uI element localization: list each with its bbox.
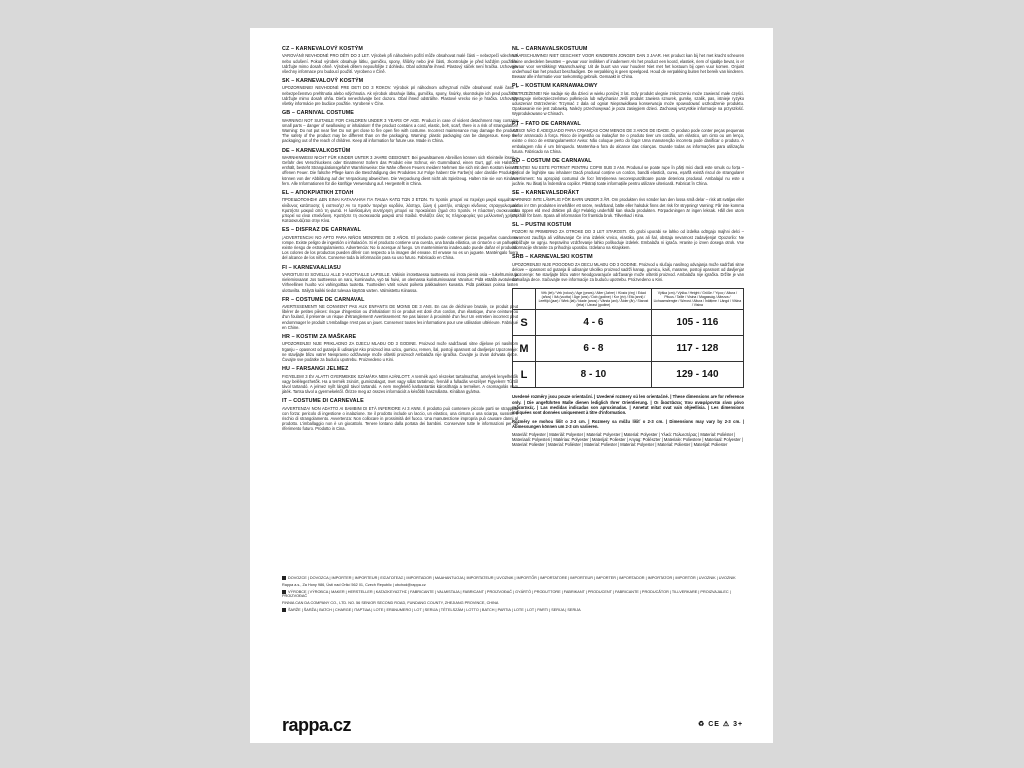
section-title: GB – CARNIVAL COSTUME bbox=[282, 110, 354, 117]
section-title: HU – FARSANGI JELMEZ bbox=[282, 366, 349, 373]
section-title: FR – COSTUME DE CARNAVAL bbox=[282, 296, 365, 303]
factory-icon bbox=[282, 590, 286, 594]
size-label: M bbox=[513, 336, 536, 362]
section-body: UPOZORENJE! NIJE POGODNO ZA DECU MLAĐU OD 3 GODINE. Proizvod u slučaju nasilnog odvajanja može sadržati sitne delove – opasnost od gutanja ili udisanja! Ukoliko proizvod sadrži kanap, gumicu, kaiš, marame, postoji opasnost od davljenja! Upozorenje: Ne stavljajte blizu vatre! Neodgovarajuće održavanje može oštetiti proizvod. Ambalaža nije igračka. Držite je van domašaja dece. Sačuvajte sve informacije za buduću upotrebu. Proizvedeno u Kini. bbox=[512, 261, 744, 283]
section-body: UPOZORENJE! NIJE PRIKLADNO ZA DJECU MLAĐU OD 3 GODINE. Proizvod može sadržavati sitne dijelove pri nasilnom trganju – opasnost od gutanja ili udisanja! Ako proizvod ima uzicu, gumicu, remen, šal, postoji opasnost od davljenja! Upozorenje: ne stavljajte blizu vatre! Neispravno održavanje može oštetiti proizvod! Ambalaža nije igračka. Čuvajte ju izvan dohvata djece. Čuvajte sve podatke za buduću upotrebu. Proizvedeno u Kini. bbox=[282, 341, 518, 362]
warning-section bbox=[512, 46, 744, 79]
table-row bbox=[513, 310, 744, 336]
section-body: AVVERTENZA! NON ADATTO AI BAMBINI DI ETÀ INFERIORE AI 3 ANNI. Il prodotto può contenere piccole parti se strappato con forza: pericolo di ingestione o inalazione. Se il prodotto include un laccio, un elastico, una cintura o una sciarpa, sussiste il rischio di strangolamento. Avvertenza: Non collocare in prossimità del fuoco. Una manutenzione impropria può causare danni al prodotto. L'imballaggio non è un giocattolo. Tenere lontano dalla portata dei bambini. Conservare tutte le informazioni per un riferimento futuro. Prodotto in Cina. bbox=[282, 405, 518, 432]
warning-section bbox=[282, 398, 518, 431]
section-title: EL – ΑΠΟΚΡΙΑΤΙΚΗ ΣΤΟΛΗ bbox=[282, 190, 354, 197]
height-range: 105 - 116 bbox=[651, 310, 743, 336]
height-col-header: Výška (cm) / Výška / Height / Größe / Ύψος / Altura / Pituus / Taille / Visina / Magasság / Altezza / Lichaamslengte / Wzrost / Altura / Înălțime / Längd / Višina / Visina bbox=[651, 289, 743, 310]
footer-info bbox=[282, 576, 742, 615]
height-range: 129 - 140 bbox=[651, 362, 743, 388]
section-title: PL – KOSTIUM KARNAWAŁOWY bbox=[512, 83, 598, 90]
section-body: VARNING! INTE LÄMPLIG FÖR BARN UNDER 3 ÅR. Om produkten rivs sönder kan den lossa små delar – risk att sväljas eller andas in! Om produkten innehåller ett snöre, resårband, bälte eller halsduk finns det risk för strypning! Varning: Får inte komma nära öppen eld med dräkten på dig! Felaktig underhåll kan skada produkten. Förpackningen är ingen leksak. Håll den utom räckhåll för barn. Spara all information för framtida bruk. Tillverkad i Kina. bbox=[512, 197, 744, 218]
warning-section bbox=[512, 158, 744, 186]
section-body: FIGYELEM! 3 ÉV ALATTI GYERMEKEK SZÁMÁRA NEM AJÁNLOTT. A termék apró részeket tartalmazhat, amelyek lenyelhetők vagy belélegezhetők. Ha a termék zsinórt, gumiszalagot, övet vagy sálat tartalmaz, fennáll a fulladás veszélye! Figyelem! Tűztől távol tartandó. A jelmez nyílt lángtól távol tartandó. A nem megfelelő karbantartás károsíthatja a terméket. A csomagolás nem játék. Tartsa távol a gyermekektől. Őrizze meg az összes információt a későbbi használatra. Kínában gyártva. bbox=[282, 373, 518, 395]
materials-text: Materiál: Polyester | Materiál: Polyester | Material: Polyester | Material: Polyester | Υλικό: Πολυεστέρας | Material: Poliéster | Materiaali: Polyesteri | Matériau: Polyester | Materijal: Poliester | Anyag: Poliészter | Materiale: Poliestere | Materiaal: Polyester | Materiał: Poliester | Material: Poliéster | Material: Poliester | Material: Polyester | Material: Poliester | Materijal: Poliester bbox=[512, 432, 743, 448]
section-title: FI – KARNEVAALIASU bbox=[282, 264, 341, 271]
section-body: AVISO! NÃO É ADEQUADO PARA CRIANÇAS COM MENOS DE 3 ANOS DE IDADE. O produto pode conter peças pequenas se for arrancado à força. Risco de ingestão ou inalação! Se o produto tiver um cordão, um elástico, um cinto ou um lenço, existe o risco de estrangulamento! Aviso: Não coloque perto do fogo! Uma manutenção incorreta pode danificar o produto. A embalagem não é um brinquedo. Mantenha-a fora do alcance das crianças. Guarde todas as informações para utilização futura. Fabricado na China. bbox=[512, 127, 744, 154]
section-body: ATENȚIE! NU ESTE POTRIVIT PENTRU COPIII SUB 3 ANI. Produsul se poate rupe în părți mici dacă este smuls cu forța – pericol de înghițire sau inhalare! Dacă produsul conține un cordon, bandă elastică, curea, eșarfă există riscul de strangulare! Avertisment: Nu apropiați costumul de foc! Întreținerea necorespunzătoare poate deteriora produsul. Ambalajul nu este o jucărie. Nu lăsați la îndemâna copiilor. Păstrați toate informațiile pentru utilizare ulterioară. Fabricat în China. bbox=[512, 165, 744, 186]
warning-section bbox=[282, 334, 518, 362]
warning-section bbox=[282, 297, 518, 330]
size-note: Rozměry se mohou lišit o 2-3 cm. | Rozmery sa môžu líšiť o 2-3 cm. | Dimensions may vary by 2-3 cm. | Abmessungen können um 2-3 cm variieren. bbox=[512, 418, 744, 429]
warning-section bbox=[282, 227, 518, 260]
maker-label: VÝROBCE | VÝROBCA | MAKER | HERSTELLER | ΚΑΤΑΣΚΕΥΑΣΤΗΣ | FABRICANTE | VALMISTAJA | FABRICANT | PROIZVOĐAČ | GYÁRTÓ | PRODUTTORE | FABRIKANT | PRODUCENT | FABRICANTE | PRODUCĂTOR | TILLVERKARE | PROIZVAJALEC | PROIZVOĐAČ bbox=[282, 589, 731, 599]
section-body: WARNING! NOT SUITABLE FOR CHILDREN UNDER 3 YEARS OF AGE. Product in case of violent detachment may contains small parts – danger of swallowing or inhalation! If the product contains a cord, elastic, belt, scarf, there is a risk of strangulation! Warning: Do not put near fire! Do not get close to fire open fire with costume. Incorrect maintenance may damage the product! The safety of the product may be different than on the packaging. Warning: plastic packaging can be dangerous. Keep the packaging out of the reach of children. Keep all information for future use. Made in China. bbox=[282, 117, 518, 144]
size-note: Uvedené rozměry jsou pouze orientační. | Uvedené rozmery sú len orientačné. | These dimensions are for reference only. | Die angeführten Maße dienen lediglich Ihrer Orientierung. | Οι διαστάσεις που αναφέρονται είναι μόνο ενδεικτικές. | Las medidas indicadas son aproximadas. | Annetut mitat ovat vain ohjeellisia. | Les dimensions indiquées sont données uniquement à titre d'information. bbox=[512, 394, 744, 416]
maker-label-line bbox=[282, 590, 742, 600]
section-body: WAARSCHUWING! NIET GESCHIKT VOOR KINDEREN JONGER DAN 3 JAAR. Het product kan bij het met kracht scheuren kleine onderdelen bevatten – gevaar voor inslikken of inademen! Als het product een koord, elastiek, riem of sjaaltje bevat, is er gevaar voor verstikking! Waarschuwing: Uit de buurt van vuur houden! Niet met het kostuum bij open vuur komen. Onjuist onderhoud kan het product beschadigen. De verpakking is geen speelgoed. Houd de verpakking buiten het bereik van kinderen. Bewaar alle informatie voor toekomstig gebruik. Gemaakt in China. bbox=[512, 53, 744, 80]
importer-label-line bbox=[282, 576, 742, 581]
table-row bbox=[513, 336, 744, 362]
section-title: SRB – KARNEVALSKI KOSTIM bbox=[512, 254, 593, 261]
section-title: DE – KARNEVALKOSTÜM bbox=[282, 147, 351, 154]
section-body: AVERTISSEMENT! NE CONVIENT PAS AUX ENFANTS DE MOINS DE 3 ANS. En cas de déchirure brutale, ce produit peut libérer de petites pièces: risque d'ingestion ou d'inhalation! Si ce produit est doté d'un cordon, d'un élastique, d'une ceinture ou d'un foulard, il présente un risque d'étranglement! Avertissement: Ne pas laisser à proximité d'un feu! Un entretien incorrect peut endommager le produit! L'emballage n'est pas un jouet. Conservez toutes les informations pour une utilisation ultérieure. Fabriqué en Chine. bbox=[282, 304, 518, 330]
right-sections bbox=[512, 46, 744, 282]
size-table-header bbox=[513, 289, 744, 310]
section-body: WARNHINWEIS! NICHT FÜR KINDER UNTER 3 JAHRE GEEIGNET. Bei gewaltsamem Abreißen können sich Kleinteile lösen – Gefahr des Verschluckens oder Einatmens! Sofern das Produkt eine Schnur, ein Gummiband, einen Gurt, ggf. ein Halstuch enthält, besteht Strangulationsgefahr! Warnhinweise: Die Nähe offenen Feuers meiden! Nehmen Sie sich mit dem Kostüm keinem offenen Feuer. Die falsche Pflege kann die Beschädigung des Produktes zur Folge haben! Die Farbe(n) oder das/die Produkt(e) können von der Abbildung auf der Verpackung abweichen. Die Verpackung dient nicht als Spielzeug. Halten Sie sie von Kindern fern. Alle Informationen für die künftige Verwendung auf. Hergestellt in China. bbox=[282, 154, 518, 186]
section-title: HR – KOSTIM ZA MAŠKARE bbox=[282, 334, 357, 341]
left-column bbox=[282, 46, 518, 436]
size-label: L bbox=[513, 362, 536, 388]
section-body: ΠΡΟΕΙΔΟΠΟΙΗΣΗ! ΔΕΝ ΕΙΝΑΙ ΚΑΤΑΛΛΗΛΗ ΓΙΑ ΠΑΙΔΙΑ ΚΑΤΩ ΤΩΝ 3 ΕΤΩΝ. Το προϊόν μπορεί να περιέχει μικρά κομμάτια – κίνδυνος κατάποσης ή εισπνοής! Αν το προϊόν περιέχει κορδόνι, λάστιχο, ζώνη ή μαντήλι, υπάρχει κίνδυνος στραγγαλισμού! Κρατήστε μακριά από τη φωτιά. Η λανθασμένη συντήρηση μπορεί να προκαλέσει ζημιά στο προϊόν. Η πλαστική συσκευασία μπορεί να είναι επικίνδυνη. Κρατήστε τη συσκευασία μακριά από παιδιά. Φυλάξτε όλες τις πληροφορίες για μελλοντική χρήση. Κατασκευάζεται στην Κίνα. bbox=[282, 197, 518, 224]
section-title: SL – PUSTNI KOSTUM bbox=[512, 222, 572, 229]
section-body: VAROVÁNÍ! NEVHODNÉ PRO DĚTI DO 3 LET. Výrobek při náhodném požití může obsahovat malé části – nebezpečí vdechnutí nebo udušení. Pokud výrobek obsahuje látku, gumičku, spony, šňůrky nebo jiné části, zkontrolujte je před každým použitím. Udržujte mimo dosah ohně. Výrobek dětem nepouštějte z dohledu. Obal odstraňte ihned. Plastový sáček není hračka. Uchovejte všechny informace pro budoucí použití. Vyrobeno v Číně. bbox=[282, 53, 518, 74]
batch-label: ŠARŽE | ŠARŽA | BATCH | CHARGE | ΠΑΡΤΙΔΑ | LOTE | ERÄNUMERO | LOT | SERIJA | TÉTELSZÁM | LOTTO | BATCH | PARTIA | LOTE | LOT | PARTI | SERIJA | SERIJA bbox=[288, 607, 581, 612]
section-body: OSTRZEŻENIE! Nie nadaje się dla dzieci w wieku poniżej 3 lat. Gdy produkt ulegnie zniszczeniu może zawierać małe części. Wystąpuje niebezpieczeństwo połknięcia lub wdychania! Jeśli produkt zawiera sznurek, gumkę, szalik, pas, istnieje ryzyko uduszenia! Ostrzeżenie: Trzymać z dala od ognia! Nieprawidłowa konserwacja może spowodować uszkodzenie produktu. Opakowanie nie jest zabawką. Należy przechowywać je poza zasięgiem dzieci. Zachowaj wszystkie informacje na przyszłość. Wyprodukowano w Chinach. bbox=[512, 90, 744, 117]
warning-section bbox=[282, 78, 518, 106]
warning-section bbox=[512, 222, 744, 250]
age-range: 8 - 10 bbox=[536, 362, 652, 388]
importer-address: Rappa a.s., Za Hony 986, Ústí nad Orlicí 562 01, Czech Republic | obchod@rappa.cz bbox=[282, 582, 426, 587]
size-table bbox=[512, 288, 744, 388]
warning-section bbox=[282, 265, 518, 293]
certification-badges: ♻ CE ⚠ 3+ bbox=[698, 721, 744, 728]
section-title: ES – DISFRAZ DE CARNAVAL bbox=[282, 227, 361, 234]
size-notes bbox=[512, 394, 744, 429]
right-column bbox=[512, 46, 744, 453]
maker-address: FINNIA CAN DA COMPANY CO., LTD. NO. 56 SENIOR SECOND ROAD, FUNDANG COUNTY, ZHEJIANG PROVINCE, CHINA bbox=[282, 601, 499, 606]
warning-section bbox=[282, 148, 518, 187]
section-title: SK – KARNEVALOVÝ KOSTÝM bbox=[282, 78, 364, 85]
section-body: ¡ADVERTENCIA! NO APTO PARA NIÑOS MENORES DE 3 AÑOS. El producto puede contener piezas pequeñas cuando se rompe. Existe peligro de ingestión o inhalación. Si el producto contiene una cuerda, una banda elástica, un cinturón o un pañuelo, existe riesgo de estrangulamiento. Advertencia: No lo acerque al fuego. Un mantenimiento inadecuado puede dañar el producto. Los colores de los productos pueden diferir con respecto a la imagen del envase. El envase no es un juguete. Manténgalo fuera del alcance de los niños. Conserve toda la información para su uso futuro. Fabricado en China. bbox=[282, 234, 518, 261]
section-body: VAROITUS! EI SOVELLU ALLE 3-VUOTIAILLE LAPSILLE. Väkisin irrotettaessa tuotteesta voi irrota pieniä osia – tukehtumis- ja nielemisvaara! Jos tuotteessa on naru, kuminauha, vyö tai huivi, on olemassa kuristumisvaara! Varoitus: Pidä etäällä avotulesta! Virheellinen huolto voi vahingoittaa tuotetta. Tuotteiden värit voivat poiketa pakkauksen kuvasta. Pidä pakkaus poissa lasten ulottuvilta. Säilytä kaikki tiedot tulevaa käyttöä varten. Valmistettu Kiinassa. bbox=[282, 271, 518, 293]
warning-section bbox=[512, 83, 744, 116]
section-body: POZOR! NI PRIMERNO ZA OTROKE DO 3 LET STAROSTI. Ob grobi uporabi se lahko od izdelka odtrgajo majhni delci – nevarnost zaužitja ali vdihavanja! Če ima izdelek vrvico, elastiko, pas ali šal, obstaja nevarnost zadavljenja! Opozorilo: Ne približujte se ognju. Nepravilno vzdrževanje lahko poškoduje izdelek. Embalaža ni igrača. Hranite jo izven dosega otrok. Vse informacije shranite za prihodnjo uporabo. Izdelano na Kitajskem. bbox=[512, 229, 744, 251]
warning-section bbox=[282, 366, 518, 394]
table-row bbox=[513, 362, 744, 388]
height-range: 117 - 128 bbox=[651, 336, 743, 362]
warning-section bbox=[512, 121, 744, 154]
section-title: SE – KARNEVALSDRÄKT bbox=[512, 190, 580, 197]
size-col-header bbox=[513, 289, 536, 310]
warning-section bbox=[282, 46, 518, 74]
age-col-header: Věk (let) / Vek (rokov) / Age (years) / Alter (Jahre) / Ηλικία (έτη) / Edad (años) / Ikä (vuotta) / Âge (ans) / Dob (godine) / Kor (év) / Età (anni) / Leeftijd (jaar) / Wiek (lat) / Idade (anos) / Vârsta (ani) / Ålder (år) / Starost (leta) / Uzrast (godine) bbox=[536, 289, 652, 310]
size-label: S bbox=[513, 310, 536, 336]
batch-line bbox=[282, 608, 742, 613]
warning-section bbox=[282, 190, 518, 223]
age-range: 6 - 8 bbox=[536, 336, 652, 362]
importer-icon bbox=[282, 576, 286, 580]
warning-section bbox=[512, 254, 744, 282]
importer-label: DOVOZCE | DOVOZCA | IMPORTER | IMPORTEUR | ΕΙΣΑΓΩΓΕΑΣ | IMPORTADOR | MAAHANTUOJA | IMPORTATEUR | UVOZNIK | IMPORTŐR | IMPORTATORE | IMPORTEUR | IMPORTER | IMPORTADOR | IMPORTATOR | IMPORTÖR | UVOZNIK | UVOZNIK bbox=[288, 576, 736, 580]
section-title: PT – FATO DE CARNAVAL bbox=[512, 120, 581, 127]
brand-logo: rappa.cz bbox=[282, 715, 352, 735]
warning-section bbox=[512, 190, 744, 218]
age-range: 4 - 6 bbox=[536, 310, 652, 336]
section-body: UPOZORNENIE! NEVHODNÉ PRE DETI DO 3 ROKOV. Výrobok pri náhodnom odhryznutí môže obsahovať malé časti – nebezpečenstvo prehltnutia alebo vdýchnutia. Ak výrobok obsahuje látku, gumičku, spony, šnúrky, skontrolujte ich pred použitím. Udržujte mimo dosah ohňa. Dieťa nenechávajte bez dozoru. Obal ihneď odstráňte. Plastové vrecko nie je hračka. Uchovajte všetky informácie pre budúce použitie. Vyrobené v Číne. bbox=[282, 85, 518, 107]
batch-icon bbox=[282, 608, 286, 612]
section-title: CZ – KARNEVALOVÝ KOSTÝM bbox=[282, 46, 363, 52]
label-sheet bbox=[250, 28, 773, 743]
section-title: NL – CARNAVALSKOSTUUM bbox=[512, 46, 588, 52]
section-title: IT – COSTUME DI CARNEVALE bbox=[282, 398, 364, 405]
warning-section bbox=[282, 110, 518, 143]
section-title: RO – COSTUM DE CARNAVAL bbox=[512, 157, 592, 164]
